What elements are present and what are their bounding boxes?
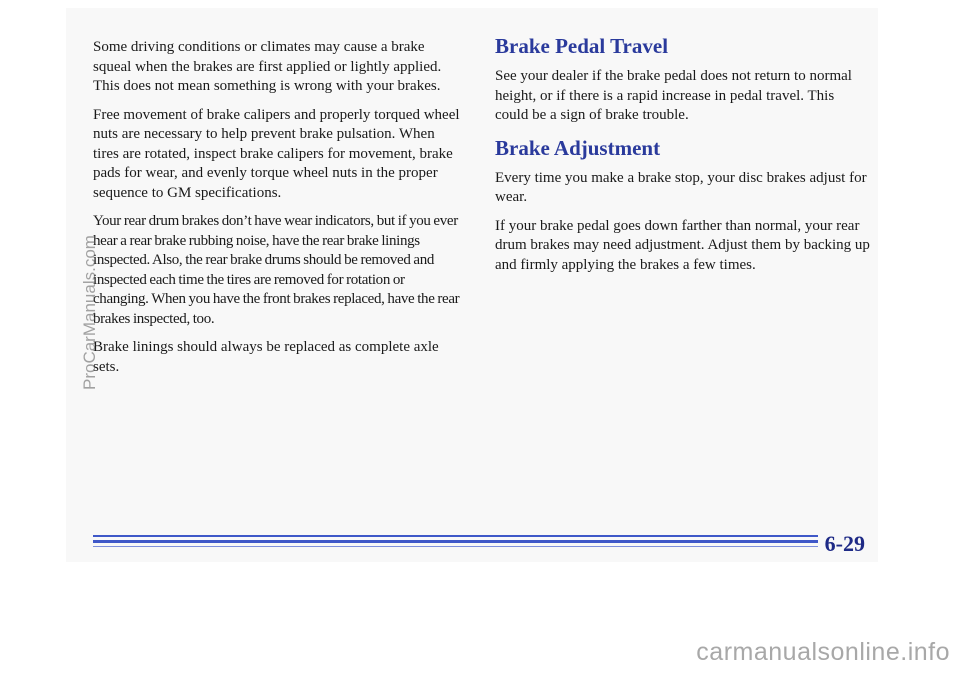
heading-brake-adjustment: Brake Adjustment <box>495 135 661 160</box>
paragraph-brake-linings: Brake linings should always be replaced as complete axle sets. <box>93 339 439 375</box>
paragraph-rear-drum-adjustment: If your brake pedal goes down farther than normal, your rear drum brakes may need adjustment. Adjust them by backing up and firmly applying the brakes a few times. <box>495 217 870 273</box>
left-column <box>93 38 463 386</box>
footer-rule-top <box>93 535 818 537</box>
paragraph-brake-pulsation: Free movement of brake calipers and properly torqued wheel nuts are necessary to help prevent brake pulsation. When tires are rotated, inspect brake calipers for movement, brake pads for wear, and evenly torque wheel nuts in the proper sequence to GM specifications. <box>93 106 460 201</box>
site-watermark: carmanualsonline.info <box>696 638 950 666</box>
heading-brake-pedal-travel: Brake Pedal Travel <box>495 34 669 58</box>
vertical-watermark: ProCarManuals.com <box>80 235 99 390</box>
footer-rule-bottom <box>93 546 818 547</box>
paragraph-brake-squeal: Some driving conditions or climates may cause a brake squeal when the brakes are first applied or lightly applied. This does not mean something is wrong with your brakes. <box>93 39 442 94</box>
paragraph-disc-brakes-adjust: Every time you make a brake stop, your disc brakes adjust for wear. <box>495 169 867 205</box>
page-number: 6-29 <box>824 531 865 556</box>
paragraph-brake-pedal-travel: See your dealer if the brake pedal does not return to normal height, or if there is a rapid increase in pedal travel. This could be a sign of brake trouble. <box>495 68 852 123</box>
paragraph-rear-drum-brakes: Your rear drum brakes don’t have wear indicators, but if you ever hear a rear brake rubbing noise, have the rear brake linings inspected. Also, the rear brake drums should be removed and inspected each time the tires are removed for rotation or changing. When you have the front brakes replaced, have the rear brakes inspected, too. <box>93 213 460 327</box>
right-column <box>495 33 870 284</box>
footer-rule-middle <box>93 540 818 543</box>
